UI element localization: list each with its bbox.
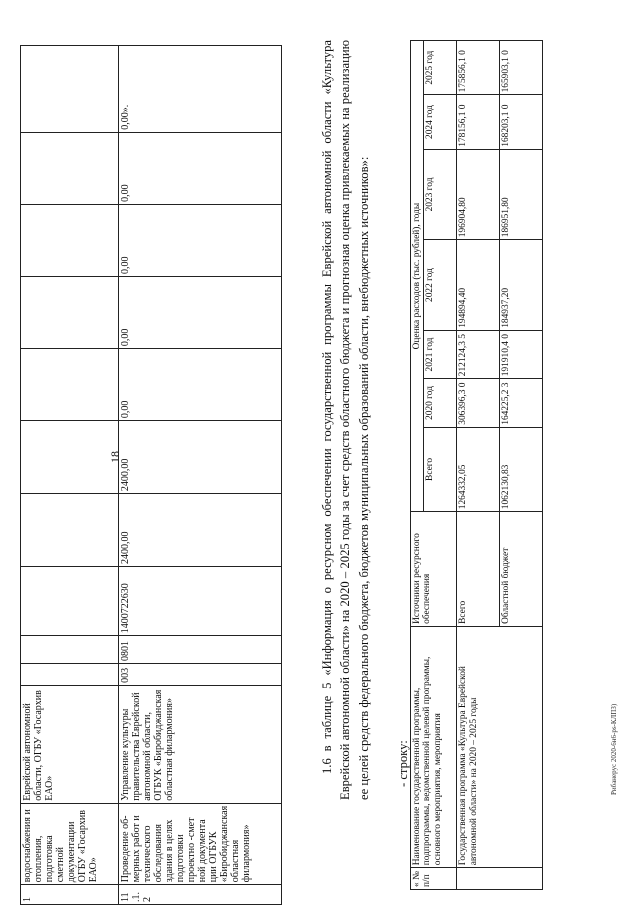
value-cell: 175856,1 0 [457, 41, 500, 95]
code-csr: 1400722630 [119, 567, 282, 636]
value-cell: 1062130,83 [500, 427, 543, 512]
header-num: « № п/п [411, 868, 457, 890]
header-col: 2023 год [424, 149, 457, 240]
source-cell: Всего [457, 512, 500, 627]
value-cell: 165903,1 0 [500, 41, 543, 95]
value-cell: 191910,4 0 [500, 330, 543, 378]
value-cell: 0,00». [119, 46, 282, 133]
header-col: 2024 год [424, 95, 457, 149]
header-col: Всего [424, 427, 457, 512]
executor: Еврейской автономной области, ОГБУ «Госархив ЕАО» [21, 685, 119, 803]
row-number [457, 868, 543, 890]
code-grbs [21, 664, 119, 686]
code-rzpr [21, 636, 119, 664]
table-row [119, 46, 282, 905]
header-source: Источники ресурсного обеспечения [411, 512, 457, 627]
header-name: Наименование государственной программы, подпрограммы, ведомственной целевой программы, основного мероприятия, мероприятия [411, 626, 457, 867]
value-cell [21, 46, 119, 133]
value-cell: 212124,3 5 [457, 330, 500, 378]
value-cell: 1264332,05 [457, 427, 500, 512]
header-group: Оценка расходов (тыс. рублей), годы [411, 41, 424, 512]
value-cell [21, 276, 119, 348]
value-cell: 196904,80 [457, 149, 500, 240]
source-cell: Областной бюджет [500, 512, 543, 627]
value-cell: 0,00 [119, 276, 282, 348]
row-label: - строку: [396, 740, 410, 787]
paragraph-text: 1.6 в таблице 5 «Информация о ресурсном обеспечении государственной программы Еврейской автономной области «Культура Еврейской автономной области» на 2020 – 2025 годы за счет средств областного бюджета и прогнозная оценка привлекаемых на реализацию ее целей средств федерального бюджета, бюджетов муниципальных образований области, внебюджетных источников»: [320, 40, 371, 800]
row-number: 1 [21, 885, 119, 905]
footer-code: Рибанерус 2020-6н6-ps-КЛПЗ) [610, 703, 618, 795]
amendment-paragraph [318, 40, 373, 800]
value-cell: 2400,00 [119, 421, 282, 494]
value-cell [21, 204, 119, 276]
resource-table [410, 40, 543, 890]
row-number: 11 .1. 2 [119, 885, 282, 905]
value-cell [21, 494, 119, 567]
event-name: Проведение об-мерных работ и технического обследования здания в целях подготовки проектно -смет ной документа ции ОГБУК «Биробиджанская областная филармония» [119, 803, 282, 885]
value-cell: 0,00 [119, 349, 282, 421]
table-row [457, 41, 500, 890]
header-col: 2021 год [424, 330, 457, 378]
page-number: 18 [108, 451, 122, 463]
value-cell: 178156,1 0 [457, 95, 500, 149]
value-cell: 0,00 [119, 132, 282, 204]
value-cell: 164225,2 3 [500, 379, 543, 427]
header-col: 2020 год [424, 379, 457, 427]
program-name: Государственная программа «Культура Еврейской автономной области» на 2020 – 2025 годы [457, 626, 543, 867]
value-cell: 168203,1 0 [500, 95, 543, 149]
code-rzpr: 0801 [119, 636, 282, 664]
value-cell: 194894,40 [457, 240, 500, 331]
value-cell: 306396,3 0 [457, 379, 500, 427]
value-cell: 184937,20 [500, 240, 543, 331]
table-header-row [411, 41, 424, 890]
expenses-table-top [20, 45, 282, 905]
value-cell: 0,00 [119, 204, 282, 276]
header-col: 2022 год [424, 240, 457, 331]
code-csr [21, 567, 119, 636]
value-cell: 2400,00 [119, 494, 282, 567]
code-grbs: 003 [119, 664, 282, 686]
executor: Управление культуры правительства Еврейской автономной области, ОГБУК «Биробиджанская областная филармония» [119, 685, 282, 803]
value-cell [21, 132, 119, 204]
table-row [21, 46, 119, 905]
value-cell [21, 421, 119, 494]
value-cell: 186951,80 [500, 149, 543, 240]
header-col: 2025 год [424, 41, 457, 95]
event-name: водоснабжения и отопления, подготовка сметной документации ОГБУ «Госархив ЕАО» [21, 803, 119, 885]
value-cell [21, 349, 119, 421]
